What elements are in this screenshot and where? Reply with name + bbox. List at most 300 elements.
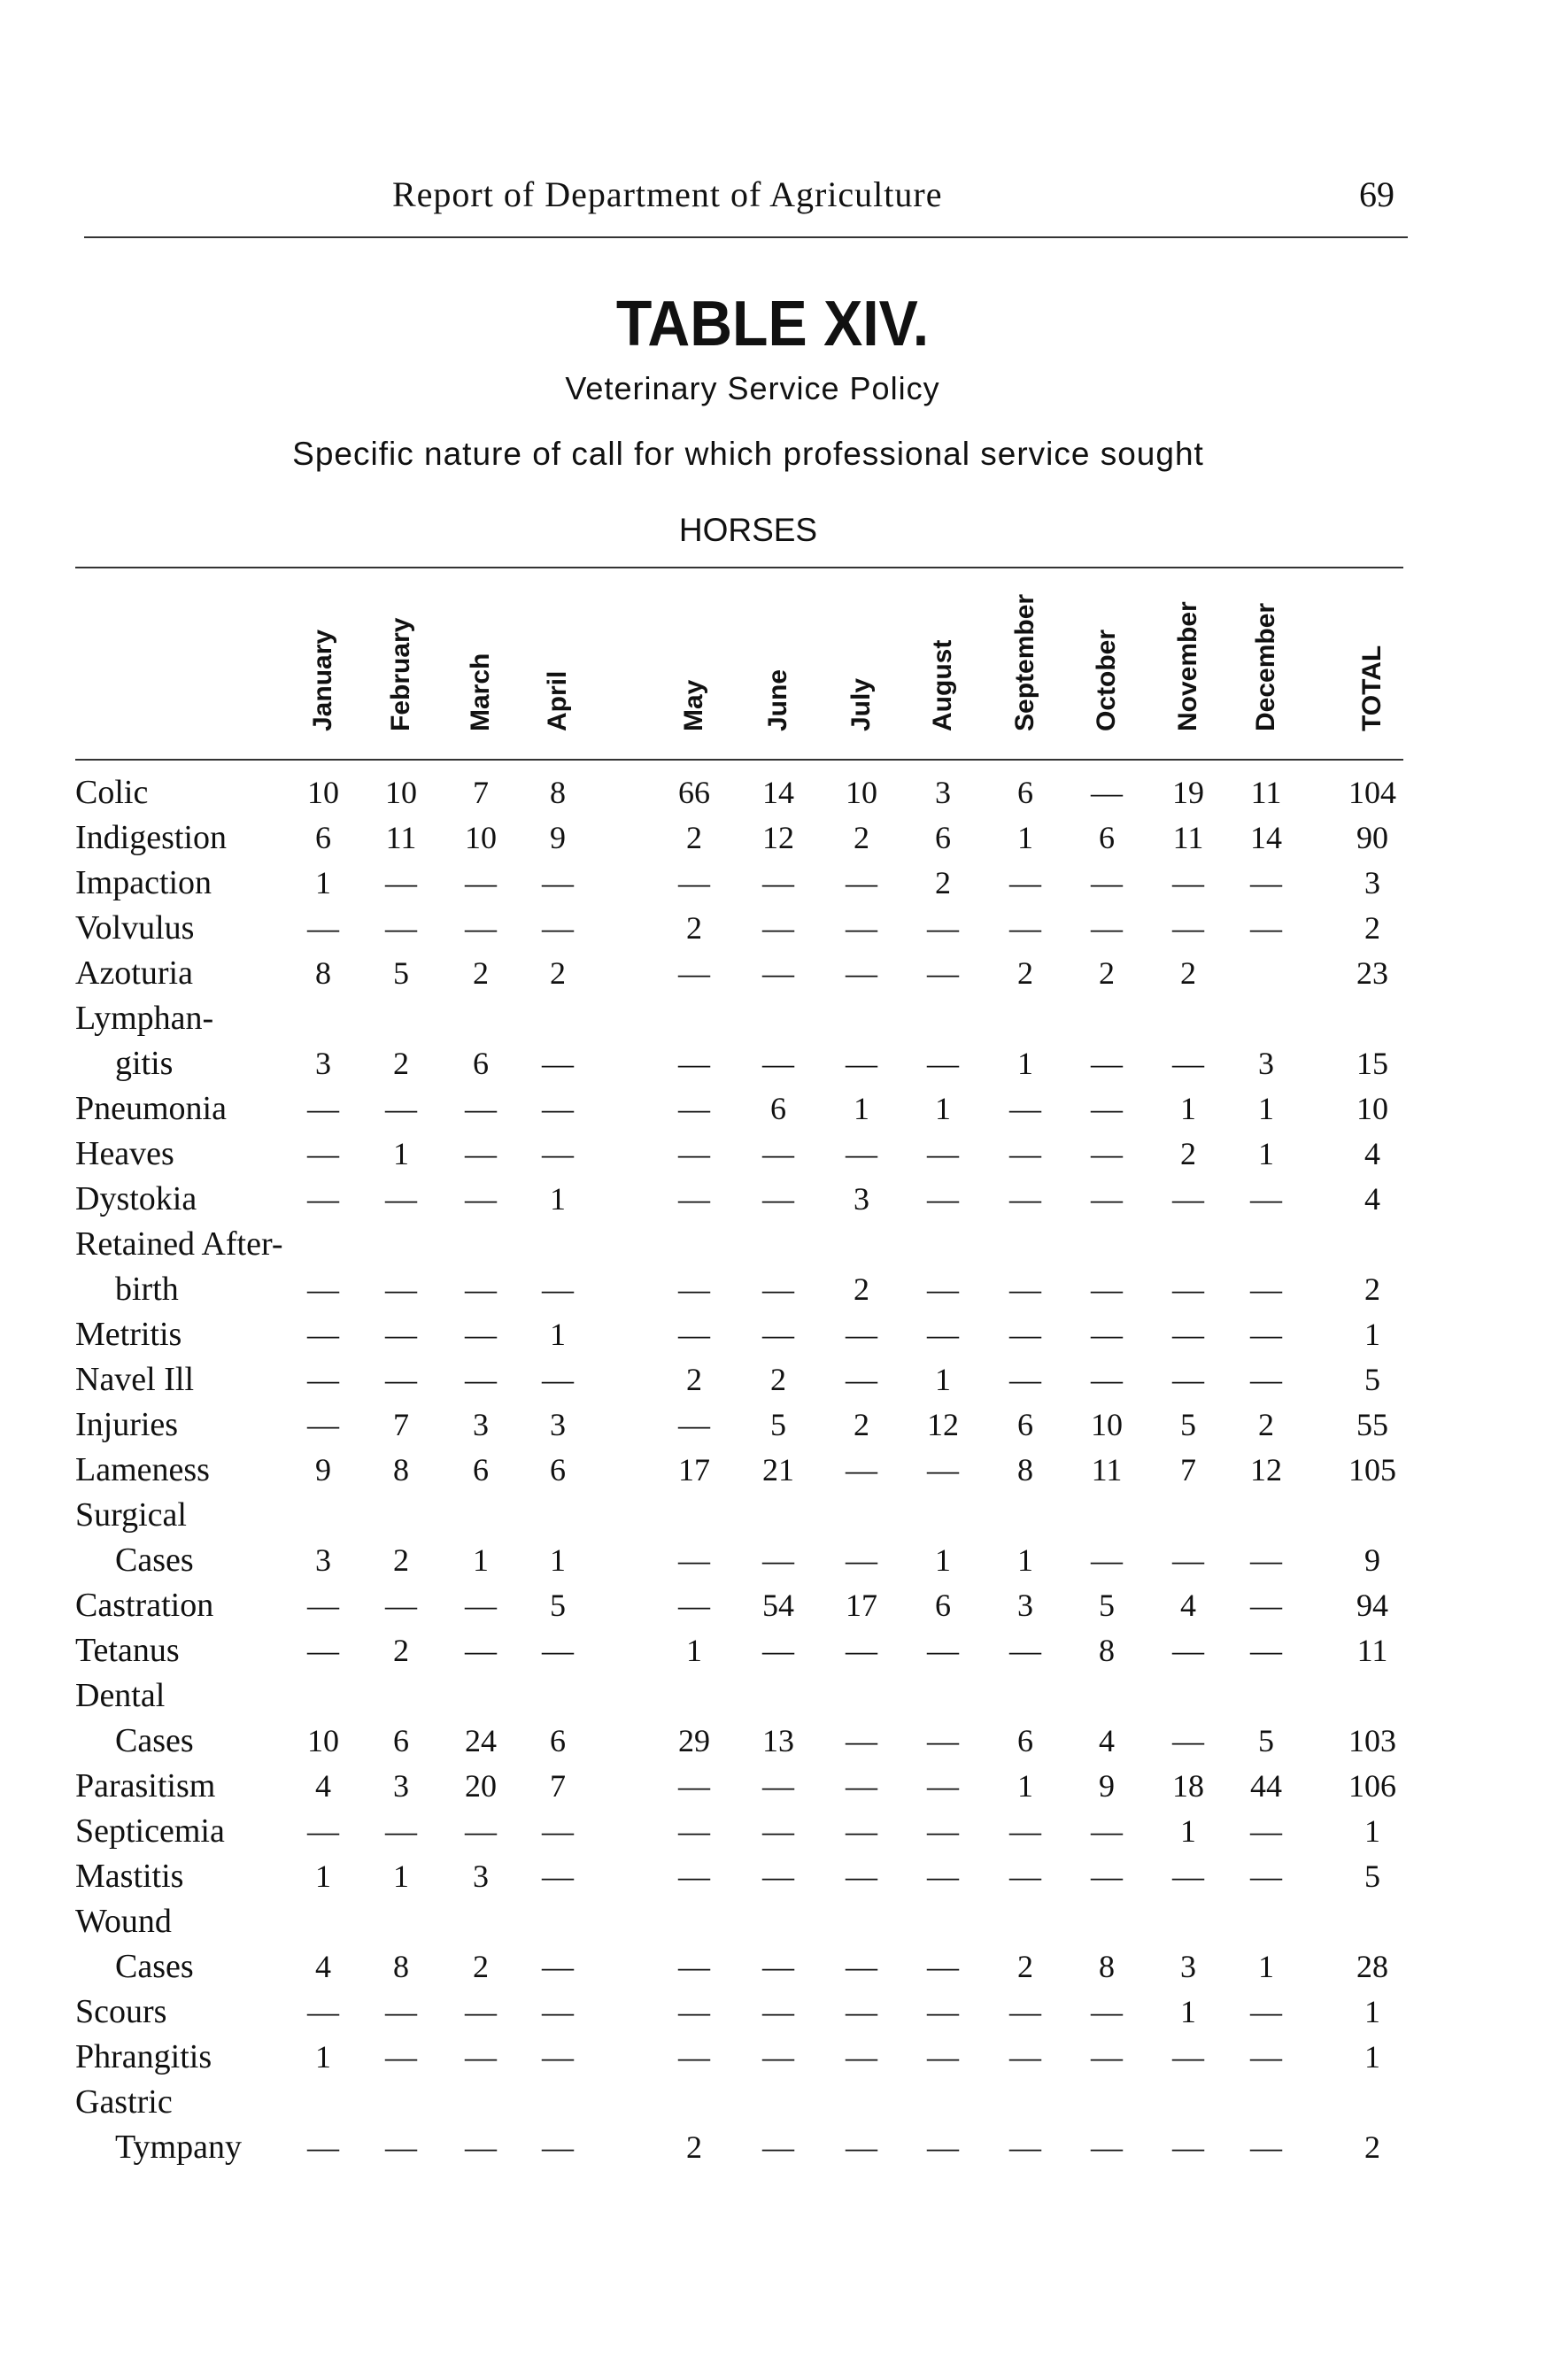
table-cell: — — [542, 1091, 574, 1126]
row-label: Castration — [75, 1587, 214, 1624]
table-cell: — — [762, 1271, 794, 1307]
table-cell: — — [927, 1046, 959, 1081]
table-cell: — — [1250, 1362, 1282, 1397]
row-total: 1 — [1364, 1994, 1380, 2029]
table-cell: 2 — [550, 955, 566, 991]
table-cell: — — [927, 955, 959, 991]
table-cell: 1 — [1180, 1813, 1196, 1849]
table-cell: 9 — [1099, 1768, 1115, 1804]
table-cell: — — [465, 1091, 497, 1126]
table-cell: — — [542, 1046, 574, 1081]
table-cell: — — [846, 1813, 877, 1849]
table-cell: 21 — [762, 1452, 794, 1488]
table-cell: — — [385, 910, 417, 946]
table-cell: — — [678, 1136, 710, 1171]
table-cell: — — [678, 1091, 710, 1126]
table-cell: 14 — [1250, 820, 1282, 855]
table-cell: — — [1009, 1994, 1041, 2029]
table-cell: — — [678, 2039, 710, 2075]
table-cell: — — [385, 1271, 417, 1307]
table-cell: 2 — [686, 910, 702, 946]
table-cell: — — [762, 910, 794, 946]
table-cell: 10 — [307, 1723, 339, 1758]
table-cell: — — [542, 1813, 574, 1849]
table-cell: — — [846, 1994, 877, 2029]
table-cell: 12 — [762, 820, 794, 855]
table-cell: — — [1091, 865, 1123, 900]
table-cell: — — [1009, 865, 1041, 900]
table-cell: 7 — [550, 1768, 566, 1804]
table-cell: 2 — [393, 1542, 409, 1578]
row-label: Navel Ill — [75, 1361, 195, 1398]
table-cell: — — [1172, 1317, 1204, 1352]
table-cell: — — [927, 2039, 959, 2075]
table-cell: — — [1091, 1046, 1123, 1081]
table-cell: — — [846, 1633, 877, 1668]
table-cell: 19 — [1172, 775, 1204, 810]
table-cell: — — [542, 1994, 574, 2029]
table-cell: — — [307, 1091, 339, 1126]
column-header-june — [759, 558, 798, 761]
table-cell: 1 — [1180, 1994, 1196, 2029]
table-cell: 3 — [1017, 1588, 1033, 1623]
table-cell: 5 — [393, 955, 409, 991]
table-cell: 4 — [1180, 1588, 1196, 1623]
row-label: Surgical — [75, 1496, 187, 1534]
table-cell: — — [465, 2039, 497, 2075]
table-cell: — — [927, 2129, 959, 2165]
column-header-label: May — [679, 679, 708, 731]
table-cell: — — [846, 910, 877, 946]
table-cell: — — [678, 1271, 710, 1307]
table-cell: — — [846, 2129, 877, 2165]
table-cell: — — [927, 1858, 959, 1894]
table-cell: 1 — [1258, 1091, 1274, 1126]
table-cell: — — [678, 955, 710, 991]
table-cell: — — [1250, 1633, 1282, 1668]
row-label: birth — [115, 1271, 179, 1308]
table-cell: — — [307, 1317, 339, 1352]
table-cell: — — [1172, 2129, 1204, 2165]
table-cell: — — [307, 910, 339, 946]
table-cell: — — [846, 955, 877, 991]
table-cell: — — [385, 1813, 417, 1849]
table-cell: — — [307, 1271, 339, 1307]
table-cell: — — [1250, 1542, 1282, 1578]
table-cell: 2 — [686, 2129, 702, 2165]
row-total: 103 — [1348, 1723, 1396, 1758]
row-label: Gastric — [75, 2083, 173, 2121]
table-cell: 1 — [1017, 1046, 1033, 1081]
table-cell: 1 — [550, 1181, 566, 1217]
table-cell: — — [1009, 2039, 1041, 2075]
table-cell: 17 — [678, 1452, 710, 1488]
table-cell: — — [762, 955, 794, 991]
row-total: 4 — [1364, 1181, 1380, 1217]
table-cell: — — [542, 1633, 574, 1668]
table-cell: — — [927, 910, 959, 946]
table-cell: 6 — [473, 1452, 489, 1488]
table-cell: 8 — [393, 1949, 409, 1984]
table-cell: — — [1250, 910, 1282, 946]
table-cell: 2 — [1180, 955, 1196, 991]
table-cell: 54 — [762, 1588, 794, 1623]
table-cell: 2 — [1099, 955, 1115, 991]
table-cell: — — [465, 1813, 497, 1849]
table-cell: — — [1250, 1181, 1282, 1217]
table-cell: — — [465, 910, 497, 946]
table-cell: — — [465, 1633, 497, 1668]
table-cell: — — [846, 1362, 877, 1397]
table-cell: 29 — [678, 1723, 710, 1758]
row-total: 11 — [1356, 1633, 1388, 1668]
table-cell: — — [762, 1046, 794, 1081]
table-cell: 1 — [686, 1633, 702, 1668]
running-title: Report of Department of Agriculture — [392, 174, 943, 214]
table-cell: — — [1091, 1362, 1123, 1397]
table-cell: — — [1172, 865, 1204, 900]
row-total: 94 — [1356, 1588, 1388, 1623]
table-cell: 2 — [1180, 1136, 1196, 1171]
table-cell: 1 — [393, 1858, 409, 1894]
row-label: Metritis — [75, 1316, 182, 1353]
table-cell: — — [762, 1858, 794, 1894]
table-cell: 8 — [315, 955, 331, 991]
row-label: gitis — [115, 1045, 174, 1082]
table-cell: 6 — [770, 1091, 786, 1126]
table-cell: 6 — [473, 1046, 489, 1081]
row-label: Tympany — [115, 2129, 242, 2166]
table-cell: — — [1172, 1723, 1204, 1758]
table-cell: 4 — [1099, 1723, 1115, 1758]
table-cell: — — [762, 1317, 794, 1352]
table-cell: 9 — [315, 1452, 331, 1488]
row-label: Cases — [115, 1722, 194, 1759]
table-cell: — — [1091, 910, 1123, 946]
column-header-july — [842, 558, 881, 761]
table-cell: 11 — [1172, 820, 1204, 855]
table-cell: — — [1250, 1317, 1282, 1352]
table-cell: 6 — [393, 1723, 409, 1758]
table-cell: 10 — [1091, 1407, 1123, 1442]
table-cell: — — [927, 1723, 959, 1758]
table-cell: 10 — [846, 775, 877, 810]
table-cell: — — [307, 1136, 339, 1171]
table-cell: — — [1250, 1588, 1282, 1623]
table-cell: — — [1250, 2129, 1282, 2165]
table-cell: — — [762, 1768, 794, 1804]
row-total: 15 — [1356, 1046, 1388, 1081]
column-header-label: March — [466, 653, 495, 731]
table-cell: — — [1250, 1271, 1282, 1307]
table-cell: 7 — [393, 1407, 409, 1442]
table-cell: 6 — [935, 1588, 951, 1623]
table-cell: 3 — [473, 1407, 489, 1442]
table-cell: — — [678, 1588, 710, 1623]
table-cell: — — [385, 1091, 417, 1126]
table-cell: 11 — [1091, 1452, 1123, 1488]
row-label: Cases — [115, 1948, 194, 1985]
table-cell: — — [678, 1994, 710, 2029]
table-cell: — — [846, 865, 877, 900]
table-cell: 2 — [473, 1949, 489, 1984]
row-label: Lymphan- — [75, 1000, 214, 1037]
table-cell: 10 — [385, 775, 417, 810]
table-cell: — — [927, 1633, 959, 1668]
table-cell: — — [1172, 1633, 1204, 1668]
table-subtitle: Veterinary Service Policy — [565, 370, 940, 406]
row-total: 2 — [1364, 2129, 1380, 2165]
row-total: 1 — [1364, 1317, 1380, 1352]
table-cell: — — [1091, 1136, 1123, 1171]
table-cell: — — [1172, 1181, 1204, 1217]
table-cell: — — [1091, 1091, 1123, 1126]
table-cell: — — [385, 1994, 417, 2029]
table-cell: 9 — [550, 820, 566, 855]
table-cell: 5 — [550, 1588, 566, 1623]
table-cell: 12 — [927, 1407, 959, 1442]
table-cell: — — [385, 1181, 417, 1217]
row-total: 55 — [1356, 1407, 1388, 1442]
table-cell: 8 — [1099, 1949, 1115, 1984]
table-cell: — — [762, 1633, 794, 1668]
table-cell: 2 — [686, 820, 702, 855]
row-label: Parasitism — [75, 1767, 216, 1804]
table-cell: 6 — [315, 820, 331, 855]
table-cell: — — [762, 2039, 794, 2075]
table-cell: — — [465, 1317, 497, 1352]
row-total: 1 — [1364, 1813, 1380, 1849]
table-cell: 3 — [315, 1046, 331, 1081]
table-cell: — — [678, 1407, 710, 1442]
table-cell: — — [762, 1136, 794, 1171]
table-cell: 1 — [550, 1317, 566, 1352]
table-cell: — — [1172, 1046, 1204, 1081]
table-cell: — — [385, 1362, 417, 1397]
table-cell: 3 — [935, 775, 951, 810]
table-cell: — — [1172, 1542, 1204, 1578]
table-cell: — — [307, 1633, 339, 1668]
table-cell: — — [678, 1317, 710, 1352]
table-cell: — — [1009, 1858, 1041, 1894]
table-cell: 1 — [1258, 1949, 1274, 1984]
table-cell: — — [927, 1768, 959, 1804]
table-cell: — — [465, 2129, 497, 2165]
table-cell: — — [1009, 1362, 1041, 1397]
table-cell: 2 — [1017, 1949, 1033, 1984]
table-cell: — — [1091, 1994, 1123, 2029]
table-cell: 2 — [1017, 955, 1033, 991]
table-cell: 6 — [550, 1723, 566, 1758]
table-cell: — — [762, 1813, 794, 1849]
table-cell: — — [1091, 1542, 1123, 1578]
column-header-label: October — [1092, 629, 1121, 731]
row-total: 2 — [1364, 910, 1380, 946]
table-cell: 18 — [1172, 1768, 1204, 1804]
table-cell: 3 — [473, 1858, 489, 1894]
table-cell: 6 — [935, 820, 951, 855]
table-cell: — — [1009, 1271, 1041, 1307]
table-cell: — — [762, 1181, 794, 1217]
table-cell: — — [1091, 775, 1123, 810]
table-cell: — — [465, 1362, 497, 1397]
table-cell: 8 — [1017, 1452, 1033, 1488]
table-cell: — — [542, 2039, 574, 2075]
table-cell: 2 — [393, 1633, 409, 1668]
row-label: Scours — [75, 1993, 167, 2030]
table-cell: 1 — [854, 1091, 869, 1126]
table-cell: — — [846, 1949, 877, 1984]
table-cell: — — [542, 1271, 574, 1307]
table-cell: 7 — [473, 775, 489, 810]
table-cell: — — [542, 2129, 574, 2165]
table-cell: — — [678, 1813, 710, 1849]
table-cell: 14 — [762, 775, 794, 810]
header-rule — [84, 236, 1408, 238]
table-cell: 1 — [473, 1542, 489, 1578]
row-total: 106 — [1348, 1768, 1396, 1804]
table-cell: 8 — [1099, 1633, 1115, 1668]
table-cell: — — [1009, 1181, 1041, 1217]
table-cell: 20 — [465, 1768, 497, 1804]
table-cell: 24 — [465, 1723, 497, 1758]
table-cell: — — [1091, 1181, 1123, 1217]
table-cell: 5 — [1258, 1723, 1274, 1758]
table-cell: — — [927, 1949, 959, 1984]
table-cell: — — [307, 1994, 339, 2029]
column-header-march — [461, 558, 500, 761]
table-cell: — — [1009, 2129, 1041, 2165]
table-cell: 6 — [1017, 1407, 1033, 1442]
column-header-label: February — [386, 617, 415, 731]
column-header-total — [1353, 558, 1392, 761]
table-cell: — — [927, 1136, 959, 1171]
table-cell: 3 — [393, 1768, 409, 1804]
table-cell: 1 — [935, 1362, 951, 1397]
table-cell: — — [1091, 1813, 1123, 1849]
table-cell: — — [762, 1994, 794, 2029]
table-cell: — — [846, 1452, 877, 1488]
table-cell: — — [846, 1723, 877, 1758]
table-cell: — — [762, 2129, 794, 2165]
table-cell: 44 — [1250, 1768, 1282, 1804]
row-total: 5 — [1364, 1858, 1380, 1894]
table-cell: 17 — [846, 1588, 877, 1623]
row-total: 1 — [1364, 2039, 1380, 2075]
row-total: 5 — [1364, 1362, 1380, 1397]
table-cell: 1 — [393, 1136, 409, 1171]
table-cell: 8 — [393, 1452, 409, 1488]
table-cell: 2 — [854, 1407, 869, 1442]
column-header-december — [1247, 558, 1286, 761]
table-cell: — — [542, 1136, 574, 1171]
table-cell: 2 — [854, 820, 869, 855]
column-header-label: July — [846, 677, 876, 731]
row-label: Indigestion — [75, 819, 227, 856]
table-cell: 11 — [385, 820, 417, 855]
table-cell: — — [307, 2129, 339, 2165]
table-cell: — — [1250, 865, 1282, 900]
table-cell: — — [927, 1994, 959, 2029]
table-cell: — — [1009, 1091, 1041, 1126]
table-cell: — — [846, 1542, 877, 1578]
column-header-february — [382, 558, 421, 761]
table-cell: 6 — [1017, 1723, 1033, 1758]
table-cell: 2 — [473, 955, 489, 991]
column-header-label: November — [1173, 601, 1202, 731]
table-cell: — — [465, 1271, 497, 1307]
table-cell: — — [1091, 1271, 1123, 1307]
table-cell: 66 — [678, 775, 710, 810]
table-cell: — — [385, 1317, 417, 1352]
table-cell: — — [678, 1181, 710, 1217]
table-cell: 6 — [1099, 820, 1115, 855]
table-cell: 8 — [550, 775, 566, 810]
column-header-label: September — [1010, 593, 1039, 731]
table-cell: — — [385, 865, 417, 900]
table-cell: 2 — [854, 1271, 869, 1307]
table-cell: — — [762, 1949, 794, 1984]
table-cell: — — [1172, 1271, 1204, 1307]
table-cell: — — [542, 865, 574, 900]
table-cell: — — [542, 910, 574, 946]
table-cell: — — [465, 1994, 497, 2029]
table-cell: 1 — [1180, 1091, 1196, 1126]
row-total: 10 — [1356, 1091, 1388, 1126]
table-cell: — — [846, 1858, 877, 1894]
table-cell: — — [1172, 1362, 1204, 1397]
table-cell: — — [307, 1407, 339, 1442]
table-cell: 1 — [935, 1091, 951, 1126]
table-cell: — — [678, 1542, 710, 1578]
row-total: 9 — [1364, 1542, 1380, 1578]
table-cell: — — [1250, 1858, 1282, 1894]
table-cell: — — [1009, 1317, 1041, 1352]
table-cell: — — [846, 1046, 877, 1081]
column-header-may — [675, 558, 714, 761]
table-cell: 1 — [1017, 1542, 1033, 1578]
row-label: Azoturia — [75, 954, 193, 992]
table-cell: — — [678, 865, 710, 900]
table-cell: 7 — [1180, 1452, 1196, 1488]
table-cell: — — [1091, 2129, 1123, 2165]
table-cell: 3 — [315, 1542, 331, 1578]
table-cell: — — [927, 1181, 959, 1217]
table-cell: — — [465, 865, 497, 900]
table-cell: 1 — [315, 1858, 331, 1894]
row-total: 3 — [1364, 865, 1380, 900]
table-cell: — — [1172, 1858, 1204, 1894]
table-cell: — — [678, 1768, 710, 1804]
table-cell: — — [846, 1768, 877, 1804]
row-total: 2 — [1364, 1271, 1380, 1307]
table-cell: — — [1250, 2039, 1282, 2075]
table-cell: 10 — [465, 820, 497, 855]
row-label: Impaction — [75, 864, 212, 901]
row-label: Injuries — [75, 1406, 179, 1443]
table-cell: 1 — [1017, 820, 1033, 855]
table-cell: — — [307, 1813, 339, 1849]
table-cell: 1 — [315, 2039, 331, 2075]
table-cell: — — [465, 1136, 497, 1171]
row-label: Mastitis — [75, 1858, 184, 1895]
table-cell: 13 — [762, 1723, 794, 1758]
table-description: Specific nature of call for which professional service sought — [292, 436, 1204, 472]
column-header-october — [1087, 558, 1126, 761]
table-cell: — — [927, 1452, 959, 1488]
row-total: 4 — [1364, 1136, 1380, 1171]
table-cell: 1 — [550, 1542, 566, 1578]
